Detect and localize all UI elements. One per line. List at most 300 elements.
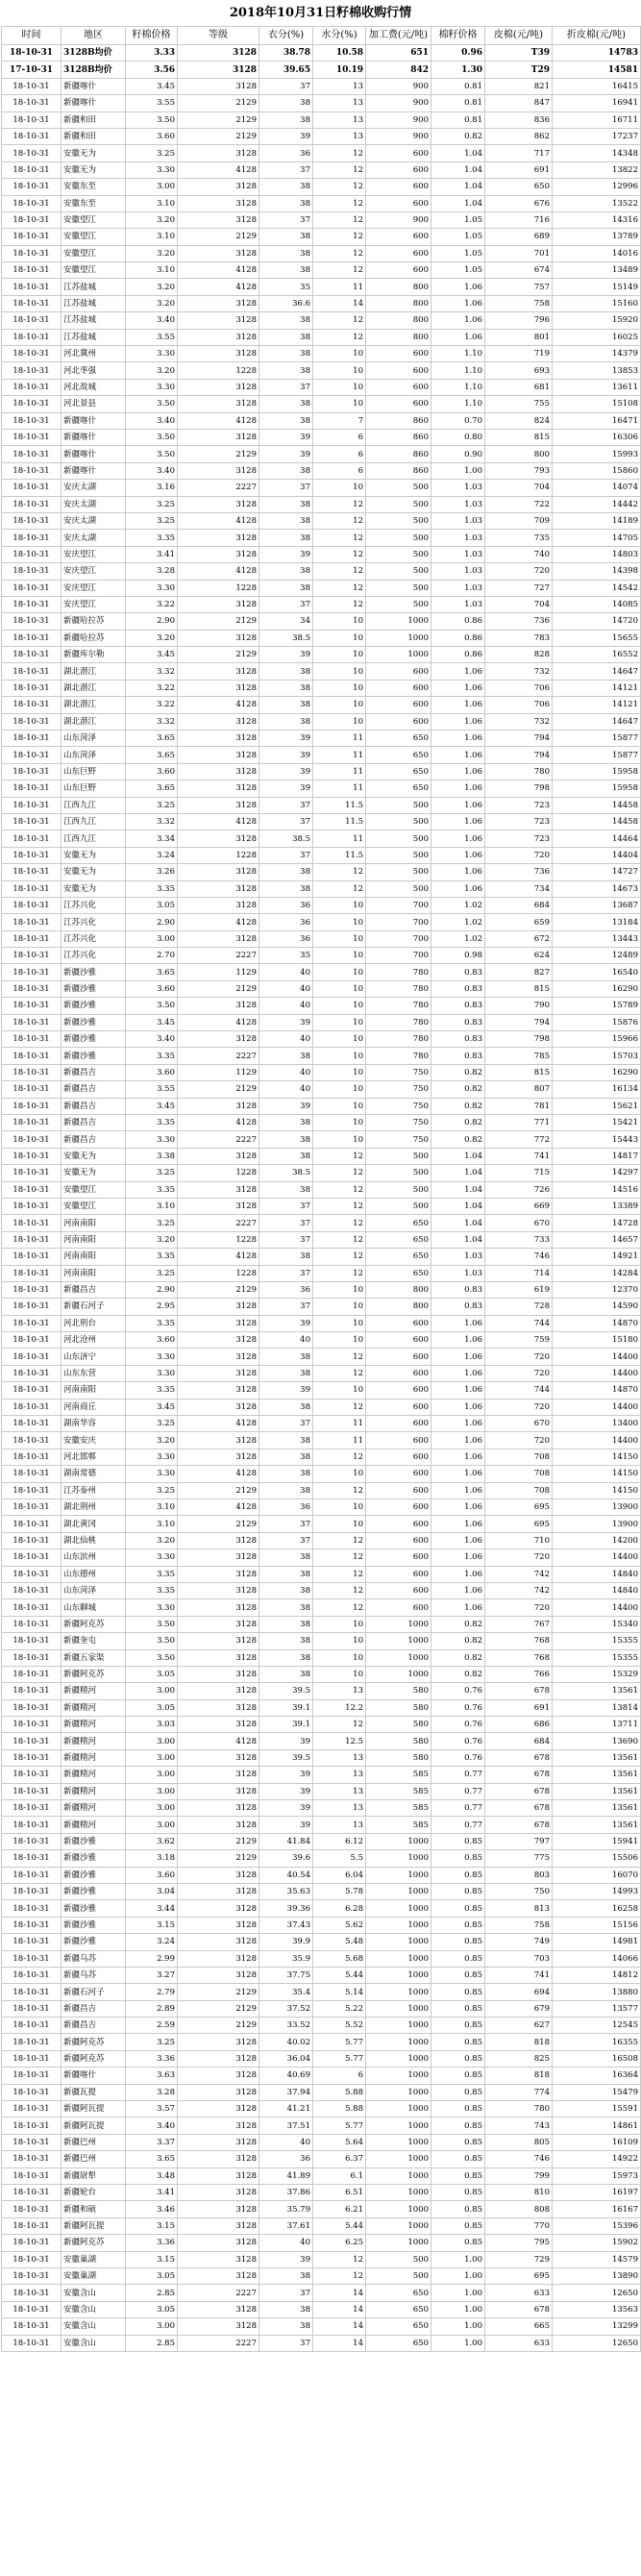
cell-time: 18-10-31 [2, 1215, 62, 1231]
cell-processing-fee: 800 [366, 329, 431, 345]
cell-lint-price: 744 [485, 1382, 553, 1399]
cell-lint-price: 706 [485, 697, 553, 713]
cell-grade: 2129 [178, 1833, 259, 1849]
cell-grade: 3128 [178, 2050, 259, 2067]
cell-lint-price: 717 [485, 145, 553, 161]
cell-region: 江苏盐城 [62, 279, 126, 295]
cell-cottonseed-price: 1.06 [431, 697, 485, 713]
cell-grade: 2129 [178, 1984, 259, 2000]
cell-converted-lint-price: 13299 [553, 2318, 641, 2335]
cell-lint-percentage: 37 [259, 1299, 313, 1315]
cell-cottonseed-price: 0.82 [431, 1666, 485, 1682]
cell-grade: 3128 [178, 930, 259, 947]
cell-region: 安徽含山 [62, 2301, 126, 2317]
cell-region: 新疆昌吉 [62, 1131, 126, 1148]
cell-time: 18-10-31 [2, 346, 62, 362]
cell-cottonseed-price: 1.04 [431, 1165, 485, 1181]
cell-processing-fee: 1000 [366, 1883, 431, 1899]
cell-cottonseed-price: 1.10 [431, 396, 485, 412]
cell-moisture: 5.5 [313, 1850, 366, 1867]
cell-lint-price: 744 [485, 1315, 553, 1331]
cell-converted-lint-price: 14803 [553, 546, 641, 562]
cell-processing-fee: 800 [366, 279, 431, 295]
cell-seed-cotton-price: 3.20 [126, 1532, 178, 1548]
cell-cottonseed-price: 0.90 [431, 446, 485, 462]
cell-time: 18-10-31 [2, 880, 62, 897]
cell-processing-fee: 600 [366, 1416, 431, 1432]
cell-seed-cotton-price: 3.16 [126, 480, 178, 496]
cell-processing-fee: 500 [366, 546, 431, 562]
cell-moisture: 13 [313, 111, 366, 128]
cell-converted-lint-price: 15479 [553, 2084, 641, 2100]
cell-grade: 3128 [178, 713, 259, 730]
cell-cottonseed-price: 0.83 [431, 1048, 485, 1064]
cell-time: 18-10-31 [2, 1917, 62, 1933]
cell-lint-price: 815 [485, 1064, 553, 1080]
cell-seed-cotton-price: 3.40 [126, 312, 178, 329]
cell-time: 18-10-31 [2, 2185, 62, 2201]
cell-cottonseed-price: 0.85 [431, 2185, 485, 2201]
cell-seed-cotton-price: 3.40 [126, 462, 178, 479]
cell-cottonseed-price: 0.85 [431, 2050, 485, 2067]
table-row [2, 1198, 641, 1214]
cell-region: 新疆轮台 [62, 2185, 126, 2201]
cell-processing-fee: 1000 [366, 2134, 431, 2150]
table-row [2, 1783, 641, 1799]
cell-grade: 3128 [178, 1365, 259, 1381]
table-row [2, 1749, 641, 1766]
cell-lint-price: 798 [485, 780, 553, 797]
summary-row [2, 45, 641, 62]
cell-processing-fee: 860 [366, 412, 431, 429]
table-row [2, 813, 641, 830]
cell-processing-fee: 780 [366, 980, 431, 997]
cell-time: 18-10-31 [2, 78, 62, 94]
cell-moisture: 12 [313, 312, 366, 329]
cell-lint-price: 772 [485, 1131, 553, 1148]
table-row [2, 880, 641, 897]
cell-cottonseed-price: 0.85 [431, 1883, 485, 1899]
cell-cottonseed-price: 1.05 [431, 245, 485, 261]
cell-grade: 3128 [178, 830, 259, 847]
table-row [2, 563, 641, 580]
cell-converted-lint-price: 15421 [553, 1115, 641, 1131]
cell-moisture: 6 [313, 462, 366, 479]
cell-grade: 3128 [178, 747, 259, 763]
cell-time: 18-10-31 [2, 1332, 62, 1349]
cell-moisture: 10 [313, 1633, 366, 1649]
cell-grade: 3128 [178, 2034, 259, 2050]
cell-time: 18-10-31 [2, 914, 62, 930]
table-row [2, 462, 641, 479]
cell-cottonseed-price: 0.83 [431, 980, 485, 997]
cell-lint-percentage: 36 [259, 914, 313, 930]
table-row [2, 2185, 641, 2201]
cell-region: 湖南常德 [62, 1466, 126, 1482]
cell-processing-fee: 600 [366, 362, 431, 379]
table-row [2, 2217, 641, 2234]
cell-converted-lint-price: 14921 [553, 1249, 641, 1265]
cell-region: 江苏兴化 [62, 948, 126, 964]
cell-lint-price: 693 [485, 362, 553, 379]
cell-lint-price: 720 [485, 563, 553, 580]
cell-region: 新疆精河 [62, 1767, 126, 1783]
cell-lint-price: 720 [485, 1399, 553, 1415]
table-row [2, 179, 641, 195]
cell-converted-lint-price: 13577 [553, 2000, 641, 2017]
cell-lint-price: 720 [485, 847, 553, 863]
cell-lint-price: 670 [485, 1215, 553, 1231]
cell-cottonseed-price: 0.77 [431, 1783, 485, 1799]
cell-cottonseed-price: 0.82 [431, 1064, 485, 1080]
cell-seed-cotton-price: 3.63 [126, 2068, 178, 2084]
cell-seed-cotton-price: 3.22 [126, 680, 178, 696]
cell-processing-fee: 1000 [366, 1984, 431, 2000]
cell-converted-lint-price: 15591 [553, 2101, 641, 2118]
cell-lint-percentage: 39.65 [259, 62, 313, 78]
cell-cottonseed-price: 1.03 [431, 580, 485, 596]
cell-converted-lint-price: 16070 [553, 1867, 641, 1883]
cell-lint-percentage: 37 [259, 1265, 313, 1281]
cell-region: 河北冀州 [62, 346, 126, 362]
cell-lint-price: 735 [485, 530, 553, 546]
cell-time: 18-10-31 [2, 1131, 62, 1148]
cell-moisture: 12 [313, 2267, 366, 2284]
cell-moisture: 6.04 [313, 1867, 366, 1883]
cell-seed-cotton-price: 3.55 [126, 329, 178, 345]
cell-grade: 3128 [178, 2251, 259, 2267]
cell-cottonseed-price: 1.10 [431, 379, 485, 395]
cell-region: 山东菏泽 [62, 747, 126, 763]
cell-processing-fee: 1000 [366, 2151, 431, 2167]
cell-converted-lint-price: 16941 [553, 95, 641, 111]
cell-time: 18-10-31 [2, 2201, 62, 2217]
cell-lint-percentage: 38 [259, 312, 313, 329]
cell-grade: 3128 [178, 1900, 259, 1917]
cell-region: 江苏泰州 [62, 1482, 126, 1499]
table-row [2, 1165, 641, 1181]
cell-lint-price: 766 [485, 1666, 553, 1682]
cell-seed-cotton-price: 2.59 [126, 2018, 178, 2034]
cell-region: 新疆阿克苏 [62, 1666, 126, 1682]
cell-converted-lint-price: 14400 [553, 1349, 641, 1365]
cell-grade: 1228 [178, 362, 259, 379]
cell-lint-percentage: 37 [259, 847, 313, 863]
cell-seed-cotton-price: 3.25 [126, 1165, 178, 1181]
table-row [2, 1767, 641, 1783]
cell-moisture: 12 [313, 1165, 366, 1181]
cell-processing-fee: 600 [366, 245, 431, 261]
table-row [2, 245, 641, 261]
cell-cottonseed-price: 0.85 [431, 1867, 485, 1883]
cell-moisture: 5.52 [313, 2018, 366, 2034]
cell-lint-price: 818 [485, 2068, 553, 2084]
cell-moisture: 14 [313, 2335, 366, 2351]
cell-lint-percentage: 38 [259, 1666, 313, 1682]
cell-grade: 3128 [178, 2185, 259, 2201]
cell-lint-price: 678 [485, 1800, 553, 1817]
cell-seed-cotton-price: 3.20 [126, 279, 178, 295]
cell-region: 山东巨野 [62, 780, 126, 797]
cell-lint-percentage: 38 [259, 1432, 313, 1449]
cell-time: 18-10-31 [2, 1783, 62, 1799]
cell-lint-price: 633 [485, 2335, 553, 2351]
cell-moisture: 12 [313, 1249, 366, 1265]
cell-processing-fee: 651 [366, 45, 431, 62]
cell-moisture: 11.5 [313, 813, 366, 830]
cell-moisture: 10 [313, 346, 366, 362]
cell-moisture: 12 [313, 880, 366, 897]
cell-converted-lint-price: 13690 [553, 1733, 641, 1749]
cell-region: 新疆尉犁 [62, 2167, 126, 2184]
cell-cottonseed-price: 0.85 [431, 1934, 485, 1950]
cell-lint-percentage: 38 [259, 663, 313, 680]
cell-lint-percentage: 38 [259, 1249, 313, 1265]
cell-region: 湖南华容 [62, 1416, 126, 1432]
cell-lint-percentage: 37.75 [259, 1967, 313, 1983]
cell-lint-price: 619 [485, 1281, 553, 1298]
cell-time: 18-10-31 [2, 1198, 62, 1214]
cell-cottonseed-price: 0.82 [431, 1633, 485, 1649]
cell-processing-fee: 650 [366, 1231, 431, 1248]
cell-processing-fee: 600 [366, 1482, 431, 1499]
cell-time: 18-10-31 [2, 747, 62, 763]
cell-grade: 3128 [178, 195, 259, 211]
cell-lint-percentage: 39.5 [259, 1749, 313, 1766]
cell-lint-price: 695 [485, 1516, 553, 1532]
cell-cottonseed-price: 0.86 [431, 647, 485, 663]
cell-lint-price: 796 [485, 312, 553, 329]
table-row [2, 1699, 641, 1716]
cell-lint-percentage: 35 [259, 279, 313, 295]
table-row [2, 731, 641, 747]
cell-converted-lint-price: 15108 [553, 396, 641, 412]
cell-region: 新疆沙雅 [62, 1934, 126, 1950]
cell-moisture: 10.58 [313, 45, 366, 62]
cell-time: 18-10-31 [2, 512, 62, 529]
cell-time: 18-10-31 [2, 279, 62, 295]
cell-region: 安徽无为 [62, 864, 126, 880]
cell-processing-fee: 500 [366, 580, 431, 596]
cell-grade: 3128 [178, 1699, 259, 1716]
cell-processing-fee: 600 [366, 697, 431, 713]
cell-seed-cotton-price: 3.05 [126, 1666, 178, 1682]
cell-time: 18-10-31 [2, 446, 62, 462]
cell-converted-lint-price: 16197 [553, 2185, 641, 2201]
cell-processing-fee: 1000 [366, 1833, 431, 1849]
cell-time: 18-10-31 [2, 2084, 62, 2100]
table-row [2, 630, 641, 646]
cell-converted-lint-price: 13900 [553, 1516, 641, 1532]
cell-converted-lint-price: 14817 [553, 1148, 641, 1164]
cell-moisture: 12.5 [313, 1733, 366, 1749]
cell-time: 18-10-31 [2, 179, 62, 195]
cell-lint-percentage: 40 [259, 2134, 313, 2150]
cell-region: 河南南阳 [62, 1265, 126, 1281]
cell-time: 18-10-31 [2, 1499, 62, 1515]
cell-moisture: 12 [313, 1198, 366, 1214]
table-row [2, 1416, 641, 1432]
cell-lint-percentage: 37 [259, 161, 313, 178]
cell-cottonseed-price: 1.00 [431, 2301, 485, 2317]
cell-seed-cotton-price: 3.05 [126, 897, 178, 913]
cell-grade: 3128 [178, 897, 259, 913]
table-row [2, 2118, 641, 2134]
cell-processing-fee: 750 [366, 1081, 431, 1098]
cell-seed-cotton-price: 3.24 [126, 1934, 178, 1950]
cell-cottonseed-price: 0.85 [431, 1984, 485, 2000]
cell-time: 18-10-31 [2, 329, 62, 345]
table-row [2, 1181, 641, 1198]
cell-region: 河北景县 [62, 396, 126, 412]
cell-lint-percentage: 38 [259, 1649, 313, 1666]
cell-time: 18-10-31 [2, 1749, 62, 1766]
cell-lint-percentage: 35.63 [259, 1883, 313, 1899]
cell-lint-price: 815 [485, 429, 553, 445]
table-row [2, 1516, 641, 1532]
table-row [2, 2068, 641, 2084]
cell-cottonseed-price: 1.06 [431, 1516, 485, 1532]
cell-seed-cotton-price: 3.60 [126, 763, 178, 780]
cell-grade: 3128 [178, 1098, 259, 1114]
cell-time: 18-10-31 [2, 262, 62, 279]
cell-moisture: 12 [313, 229, 366, 245]
cell-lint-price: 755 [485, 396, 553, 412]
table-row [2, 1649, 641, 1666]
cell-time: 18-10-31 [2, 1883, 62, 1899]
cell-moisture: 5.48 [313, 1934, 366, 1950]
cell-seed-cotton-price: 3.30 [126, 1131, 178, 1148]
cell-time: 18-10-31 [2, 1683, 62, 1699]
cell-converted-lint-price: 14398 [553, 563, 641, 580]
cell-region: 新疆昌吉 [62, 1098, 126, 1114]
cell-moisture: 5.88 [313, 2084, 366, 2100]
cell-grade: 3128 [178, 1299, 259, 1315]
table-row [2, 128, 641, 144]
cell-time: 17-10-31 [2, 62, 62, 78]
cell-grade: 3128 [178, 496, 259, 512]
cell-processing-fee: 580 [366, 1749, 431, 1766]
cell-cottonseed-price: 0.85 [431, 2118, 485, 2134]
cell-grade: 3128 [178, 1566, 259, 1582]
header-region: 地区 [62, 27, 126, 45]
cell-region: 新疆沙雅 [62, 1850, 126, 1867]
cell-time: 18-10-31 [2, 229, 62, 245]
cell-cottonseed-price: 0.81 [431, 95, 485, 111]
cell-cottonseed-price: 1.06 [431, 1365, 485, 1381]
cell-converted-lint-price: 13900 [553, 1499, 641, 1515]
cell-grade: 3128 [178, 379, 259, 395]
cell-lint-price: 720 [485, 1432, 553, 1449]
cell-region: 新疆精河 [62, 1749, 126, 1766]
table-row [2, 546, 641, 562]
cell-lint-price: 691 [485, 161, 553, 178]
cell-time: 18-10-31 [2, 1833, 62, 1849]
cell-region: 新疆昌吉 [62, 1281, 126, 1298]
cell-time: 18-10-31 [2, 111, 62, 128]
cell-seed-cotton-price: 3.65 [126, 964, 178, 980]
cell-seed-cotton-price: 3.27 [126, 1967, 178, 1983]
cell-cottonseed-price: 0.83 [431, 964, 485, 980]
cell-processing-fee: 600 [366, 161, 431, 178]
table-row [2, 1365, 641, 1381]
cell-grade: 3128 [178, 396, 259, 412]
cell-processing-fee: 600 [366, 1566, 431, 1582]
cell-grade: 3128 [178, 998, 259, 1014]
cell-region: 新疆喀什 [62, 446, 126, 462]
cell-cottonseed-price: 1.06 [431, 1315, 485, 1331]
summary-row [2, 62, 641, 78]
cell-time: 18-10-31 [2, 797, 62, 813]
cell-lint-percentage: 39 [259, 1014, 313, 1030]
cell-seed-cotton-price: 3.35 [126, 1566, 178, 1582]
cell-lint-percentage: 37 [259, 211, 313, 228]
cell-time: 18-10-31 [2, 1014, 62, 1030]
cell-grade: 2227 [178, 2285, 259, 2301]
cell-moisture: 10 [313, 379, 366, 395]
cell-time: 18-10-31 [2, 1466, 62, 1482]
cell-converted-lint-price: 16552 [553, 647, 641, 663]
cell-lint-percentage: 38 [259, 713, 313, 730]
cell-region: 新疆阿克苏 [62, 2235, 126, 2251]
cell-time: 18-10-31 [2, 211, 62, 228]
cell-moisture: 12 [313, 563, 366, 580]
cell-moisture: 5.68 [313, 1950, 366, 1967]
cell-converted-lint-price: 16290 [553, 980, 641, 997]
cell-moisture: 5.78 [313, 1883, 366, 1899]
cell-moisture: 5.62 [313, 1917, 366, 1933]
cell-lint-price: 768 [485, 1633, 553, 1649]
header-converted-lint-price: 折皮棉(元/吨) [553, 27, 641, 45]
cell-moisture: 10 [313, 680, 366, 696]
cell-seed-cotton-price: 3.20 [126, 295, 178, 311]
cell-moisture: 12 [313, 245, 366, 261]
cell-lint-percentage: 39.6 [259, 1850, 313, 1867]
cell-seed-cotton-price: 3.00 [126, 1749, 178, 1766]
table-row [2, 2034, 641, 2050]
table-row [2, 279, 641, 295]
cell-grade: 3128 [178, 1783, 259, 1799]
cell-processing-fee: 500 [366, 2251, 431, 2267]
cell-cottonseed-price: 1.06 [431, 797, 485, 813]
price-table [1, 26, 641, 2352]
cell-processing-fee: 585 [366, 1767, 431, 1783]
cell-processing-fee: 500 [366, 864, 431, 880]
cell-processing-fee: 650 [366, 1265, 431, 1281]
cell-time: 18-10-31 [2, 1031, 62, 1048]
cell-grade: 2129 [178, 1081, 259, 1098]
cell-moisture: 10 [313, 396, 366, 412]
cell-region: 新疆沙雅 [62, 1867, 126, 1883]
cell-processing-fee: 1000 [366, 1649, 431, 1666]
cell-moisture: 10 [313, 1014, 366, 1030]
cell-lint-percentage: 38 [259, 1599, 313, 1616]
cell-seed-cotton-price: 3.05 [126, 1699, 178, 1716]
cell-lint-price: 847 [485, 95, 553, 111]
cell-time: 18-10-31 [2, 1449, 62, 1465]
cell-seed-cotton-price: 2.70 [126, 948, 178, 964]
cell-cottonseed-price: 0.81 [431, 111, 485, 128]
cell-converted-lint-price: 14783 [553, 45, 641, 62]
cell-processing-fee: 600 [366, 1382, 431, 1399]
cell-lint-price: 665 [485, 2318, 553, 2335]
table-row [2, 830, 641, 847]
cell-region: 河北刑台 [62, 1315, 126, 1331]
cell-seed-cotton-price: 3.10 [126, 229, 178, 245]
header-grade: 等级 [178, 27, 259, 45]
cell-cottonseed-price: 1.02 [431, 930, 485, 947]
cell-converted-lint-price: 12650 [553, 2285, 641, 2301]
